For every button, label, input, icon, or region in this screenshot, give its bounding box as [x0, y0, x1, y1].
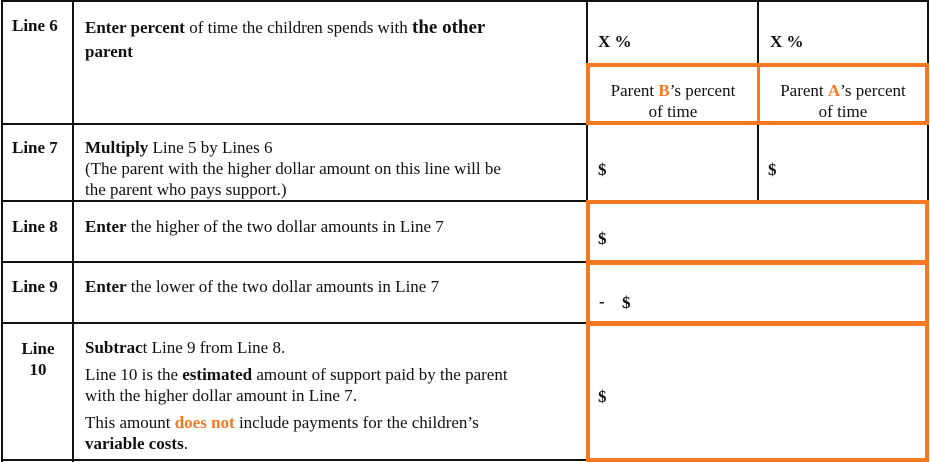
line8-instruction-rest: the higher of the two dollar amounts in Line 7 — [126, 217, 444, 236]
col2-header: X % — [770, 32, 804, 51]
col1-sub-post: ’s percent — [669, 81, 736, 100]
line7-parent-b-amount[interactable]: $ — [598, 160, 607, 179]
parent-b-letter: B — [658, 81, 670, 100]
col2-sub-line2: of time — [818, 102, 868, 121]
line9-instruction-bold: Enter — [85, 277, 127, 296]
line10-p3-pre: This amount — [85, 413, 175, 432]
col2-sub-post: ’s percent — [840, 81, 906, 100]
col1-header: X % — [598, 32, 632, 51]
line10-paragraph-2 — [85, 364, 580, 406]
line9-instruction-rest: the lower of the two dollar amounts in Line 7 — [126, 277, 440, 296]
col2-sub-pre: Parent — [780, 81, 828, 100]
line10-p2-line2: with the higher dollar amount in Line 7. — [85, 386, 357, 405]
label-column-divider — [72, 0, 74, 462]
line7-instruction-rest: Line 5 by Lines 6 — [148, 138, 273, 157]
line10-amount: $ — [598, 387, 607, 406]
line7-parent-a-amount[interactable]: $ — [768, 160, 777, 179]
line8-label: Line 8 — [12, 217, 58, 236]
line10-variable-costs: variable costs — [85, 434, 184, 453]
line10-p3-end: . — [183, 434, 188, 453]
line10-p1-rest: t Line 9 from Line 8. — [142, 338, 286, 357]
line7-instruction-bold: Multiply — [85, 138, 149, 157]
col1-sub-line2: of time — [648, 102, 698, 121]
line6-instruction-mid: of time the children spends with — [184, 18, 413, 37]
line7-note-line2: the parent who pays support.) — [85, 180, 287, 199]
parent-percent-box-divider — [757, 63, 760, 125]
line10-p2-pre: Line 10 is the — [85, 365, 183, 384]
line10-instruction — [85, 337, 580, 460]
line8-amount: $ — [598, 229, 607, 248]
line10-p1-bold: Subtrac — [85, 338, 143, 357]
col2-subheader — [762, 80, 924, 122]
col1-sub-pre: Parent — [610, 81, 659, 100]
line6-instruction-bold2: the other — [412, 17, 486, 38]
row-divider-top — [1, 0, 929, 2]
line6-instruction-tail: parent — [85, 42, 133, 61]
line8-instruction-bold: Enter — [85, 217, 127, 236]
line6-label: Line 6 — [12, 16, 58, 35]
line7-note-line1: (The parent with the higher dollar amount on this line will be — [85, 159, 501, 178]
line7-label: Line 7 — [12, 138, 58, 157]
line9-amount-box[interactable] — [586, 261, 929, 325]
line10-amount-box[interactable] — [586, 322, 929, 462]
line6-instruction-bold: Enter percent — [85, 18, 185, 37]
line6-instruction — [85, 17, 575, 38]
line10-p2-bold: estimated — [182, 365, 253, 384]
line10-label — [4, 338, 72, 380]
line10-p3-post: include payments for the children’s — [234, 413, 479, 432]
line10-does-not: does not — [174, 413, 235, 432]
line8-instruction — [85, 216, 580, 237]
line10-paragraph-3 — [85, 412, 580, 454]
line7-instruction — [85, 137, 580, 200]
line8-amount-box[interactable] — [586, 200, 929, 264]
line9-minus-sign: - — [599, 292, 605, 311]
line10-label-line2: 10 — [29, 360, 47, 379]
col1-subheader — [592, 80, 754, 122]
table-left-border — [1, 0, 3, 462]
line10-p2-post: amount of support paid by the parent — [252, 365, 508, 384]
parent-a-letter: A — [827, 81, 841, 100]
line9-amount: $ — [622, 293, 631, 312]
line10-paragraph-1 — [85, 337, 580, 358]
line9-label: Line 9 — [12, 277, 58, 296]
line10-label-line1: Line — [21, 339, 55, 358]
line9-instruction — [85, 276, 580, 297]
